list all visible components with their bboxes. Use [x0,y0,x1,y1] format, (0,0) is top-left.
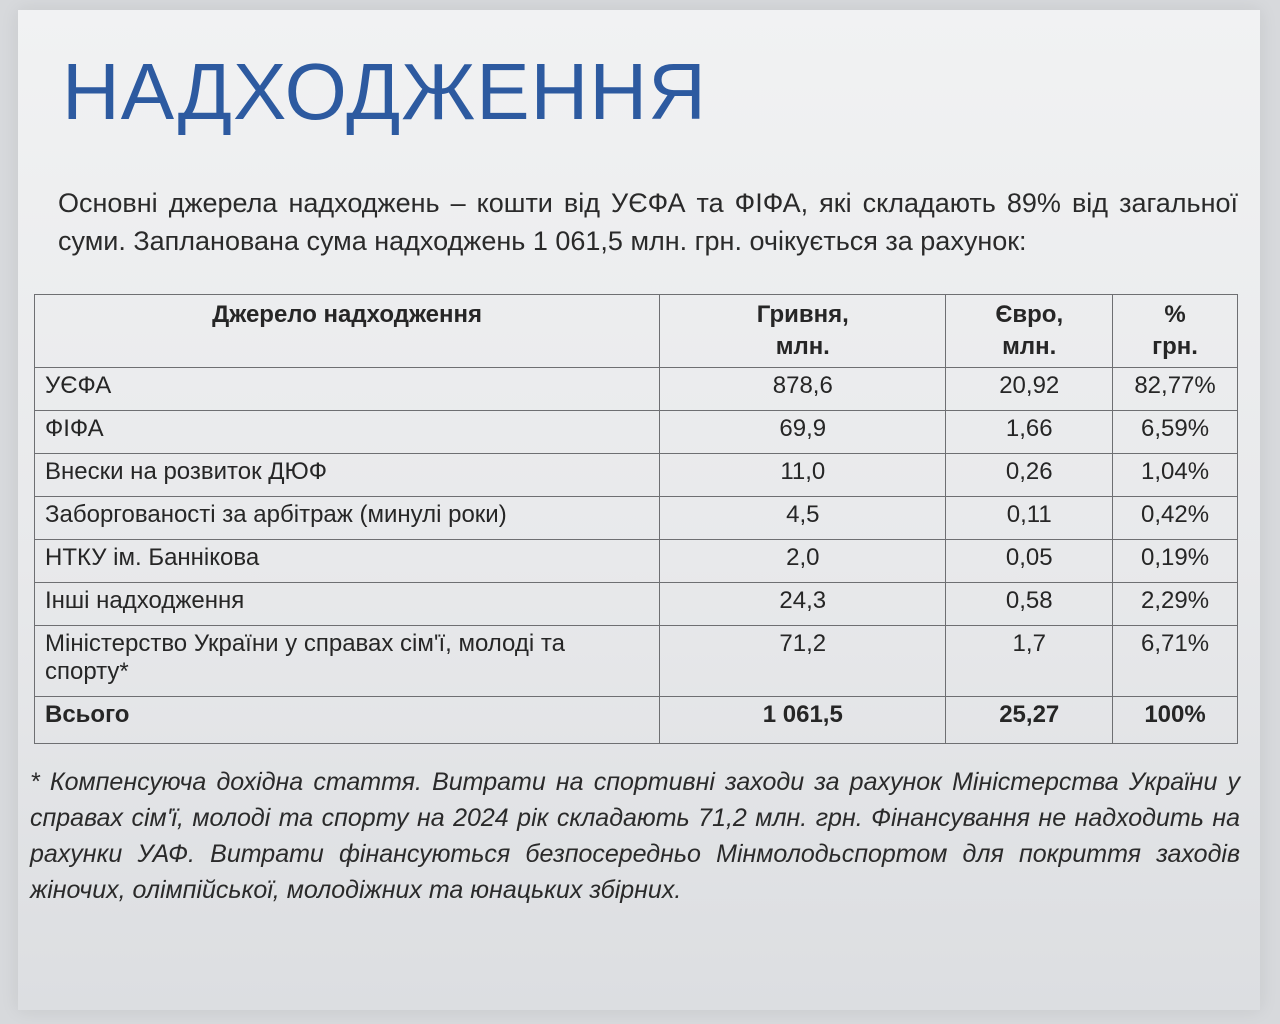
cell-eur: 1,66 [946,411,1113,454]
header-pct [1113,295,1238,368]
header-eur [946,295,1113,368]
intro-paragraph: Основні джерела надходжень – кошти від УЄФА та ФІФА, які складають 89% від загальної суми. Запланована сума надходжень 1 061,5 млн. грн. очікується за рахунок: [58,188,1238,256]
cell-source: Міністерство України у справах сім'ї, молоді та спорту* [35,626,660,697]
cell-uah: 4,5 [660,497,946,540]
cell-source: УЄФА [35,368,660,411]
total-label: Всього [35,697,660,744]
table-header-row [35,295,1238,368]
cell-uah: 11,0 [660,454,946,497]
table-row [35,626,1238,697]
cell-eur: 0,05 [946,540,1113,583]
header-eur-label-2: млн. [1002,333,1057,360]
header-eur-label-1: Євро, [995,301,1064,328]
cell-pct: 82,77% [1113,368,1238,411]
total-uah: 1 061,5 [660,697,946,744]
cell-source: Внески на розвиток ДЮФ [35,454,660,497]
header-pct-label-1: % [1164,301,1186,328]
header-source [35,295,660,368]
header-pct-label-2: грн. [1152,333,1198,360]
total-eur: 25,27 [946,697,1113,744]
cell-pct: 0,42% [1113,497,1238,540]
table-row [35,540,1238,583]
cell-uah: 69,9 [660,411,946,454]
header-uah-label-1: Гривня, [756,301,849,328]
cell-uah: 878,6 [660,368,946,411]
table-row [35,583,1238,626]
cell-uah: 71,2 [660,626,946,697]
cell-uah: 2,0 [660,540,946,583]
cell-pct: 1,04% [1113,454,1238,497]
table-row [35,368,1238,411]
cell-pct: 6,71% [1113,626,1238,697]
page-title: НАДХОДЖЕННЯ [62,47,707,136]
header-source-label: Джерело надходження [212,301,482,328]
total-pct: 100% [1113,697,1238,744]
header-uah [660,295,946,368]
cell-eur: 20,92 [946,368,1113,411]
header-uah-label-2: млн. [775,333,830,360]
cell-source: НТКУ ім. Баннікова [35,540,660,583]
income-table [34,294,1238,744]
cell-pct: 2,29% [1113,583,1238,626]
cell-uah: 24,3 [660,583,946,626]
cell-pct: 0,19% [1113,540,1238,583]
table-total-row [35,697,1238,744]
cell-source: Заборгованості за арбітраж (минулі роки) [35,497,660,540]
cell-eur: 0,26 [946,454,1113,497]
table-row [35,411,1238,454]
cell-eur: 0,58 [946,583,1113,626]
cell-source: Інші надходження [35,583,660,626]
cell-eur: 0,11 [946,497,1113,540]
table-row [35,454,1238,497]
footnote: * Компенсуюча дохідна стаття. Витрати на спортивні заходи за рахунок Міністерства України у справах сім'ї, молоді та спорту на 2024 рік складають 71,2 млн. грн. Фінансування не надходить на рахунки УАФ. Витрати фінансуються безпосередньо Мінмолодьспортом для покриття заходів жіночих, олімпійської, молодіжних та юнацьких збірних. [30,768,1240,904]
cell-eur: 1,7 [946,626,1113,697]
table-row [35,497,1238,540]
cell-pct: 6,59% [1113,411,1238,454]
cell-source: ФІФА [35,411,660,454]
